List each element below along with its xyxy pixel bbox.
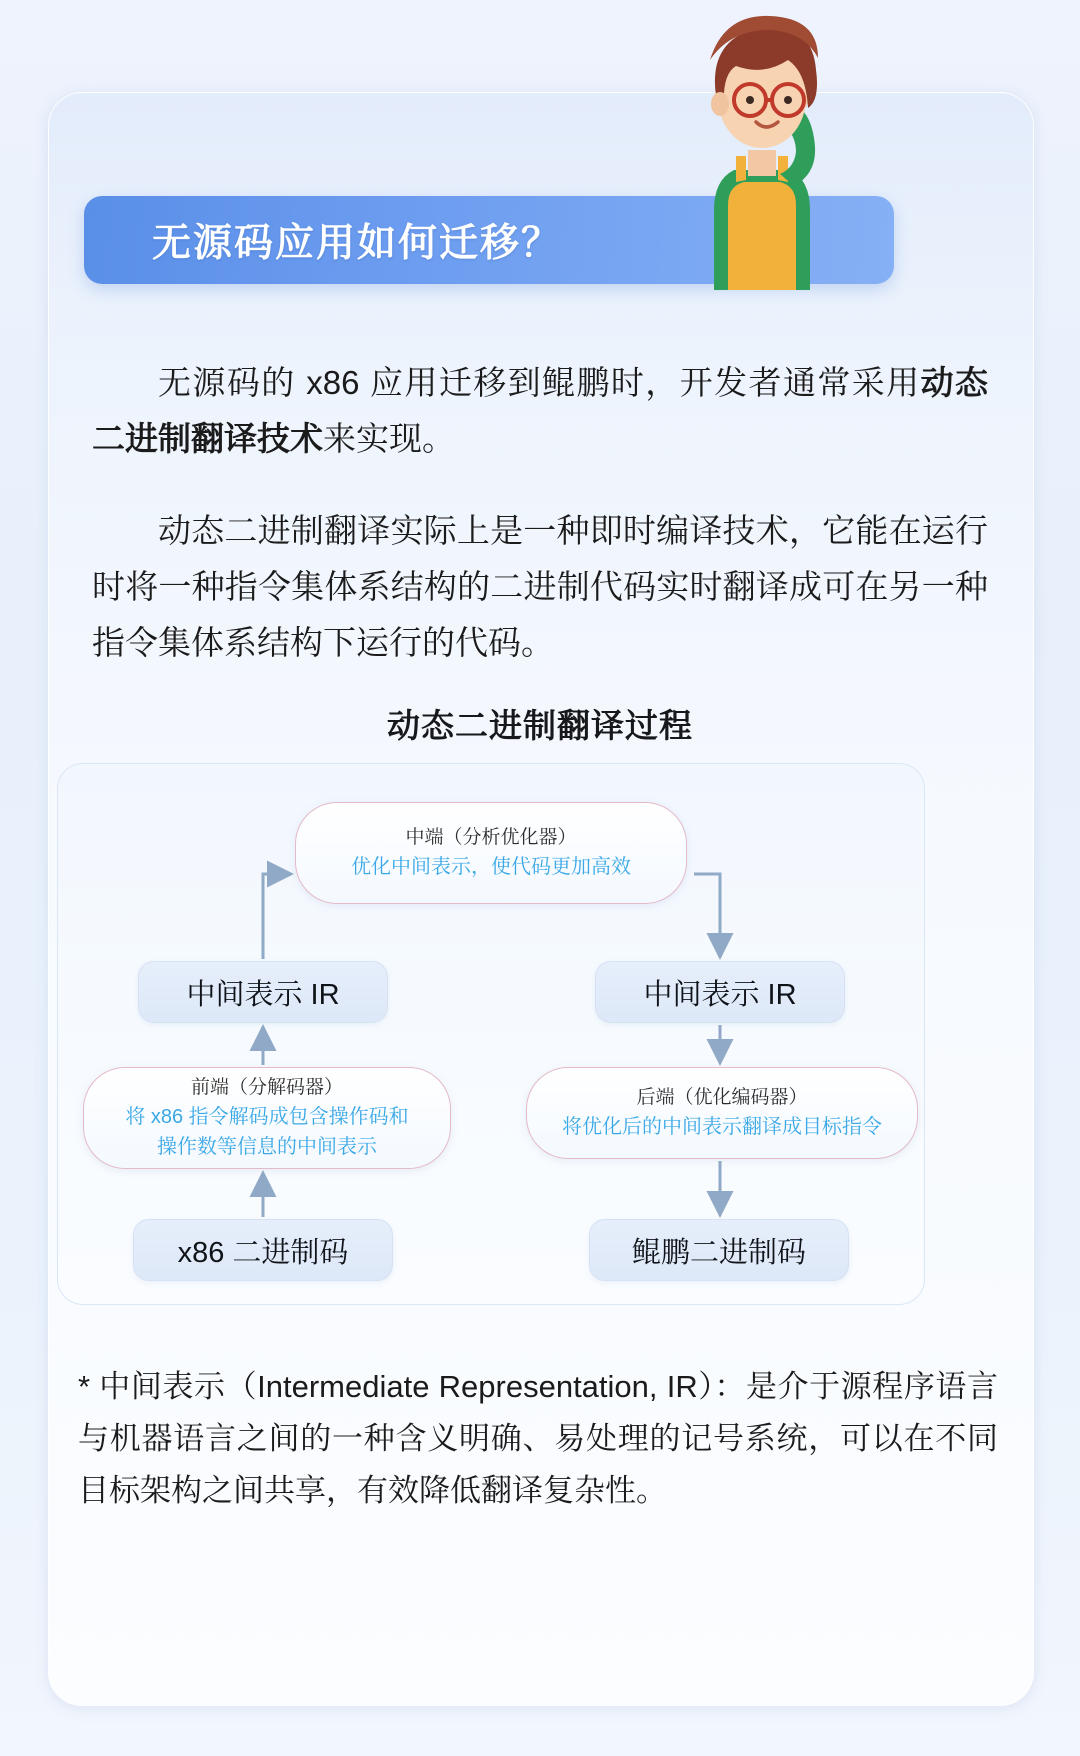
paragraph-one-text-b: 来实现。: [323, 420, 455, 457]
node-frontend-desc-line1: 将 x86 指令解码成包含操作码和: [125, 1106, 409, 1128]
paragraph-one-emphasis: 动态二进制翻译技术: [92, 364, 989, 457]
paragraph-one-text-a: 无源码的 x86 应用迁移到鲲鹏时，开发者通常采用: [158, 364, 921, 401]
node-backend-label: 后端（优化编码器）: [636, 1087, 808, 1108]
dynamic-binary-translation-diagram: [57, 763, 925, 1305]
page-title: 无源码应用如何迁移？: [152, 222, 563, 265]
node-backend-desc: 将优化后的中间表示翻译成目标指令: [562, 1116, 882, 1138]
node-ir-right: 中间表示 IR: [595, 961, 845, 1023]
node-middle-optimizer: [295, 802, 687, 904]
paragraph-one: [92, 355, 988, 467]
node-middle-desc: 优化中间表示，使代码更加高效: [351, 856, 631, 878]
thinking-girl-avatar: [684, 0, 840, 290]
node-frontend-desc-line2: 操作数等信息的中间表示: [157, 1136, 377, 1158]
diagram-heading: 动态二进制翻译过程: [387, 707, 693, 744]
node-x86-binary: x86 二进制码: [133, 1219, 393, 1281]
footnote-ir-definition: * 中间表示（Intermediate Representation, IR）：是介于源程序语言与机器语言之间的一种含义明确、易处理的记号系统，可以在不同目标架构之间共享，有效降低翻译复杂性。: [78, 1369, 998, 1508]
node-ir-left: 中间表示 IR: [138, 961, 388, 1023]
node-backend-encoder: [526, 1067, 918, 1159]
node-kunpeng-binary: 鲲鹏二进制码: [589, 1219, 849, 1281]
node-middle-label: 中端（分析优化器）: [405, 827, 577, 848]
paragraph-two: 动态二进制翻译实际上是一种即时编译技术，它能在运行时将一种指令集体系结构的二进制代码实时翻译成可在另一种指令集体系结构下运行的代码。: [92, 512, 988, 661]
node-frontend-label: 前端（分解码器）: [190, 1077, 343, 1098]
node-frontend-decoder: [83, 1067, 451, 1169]
